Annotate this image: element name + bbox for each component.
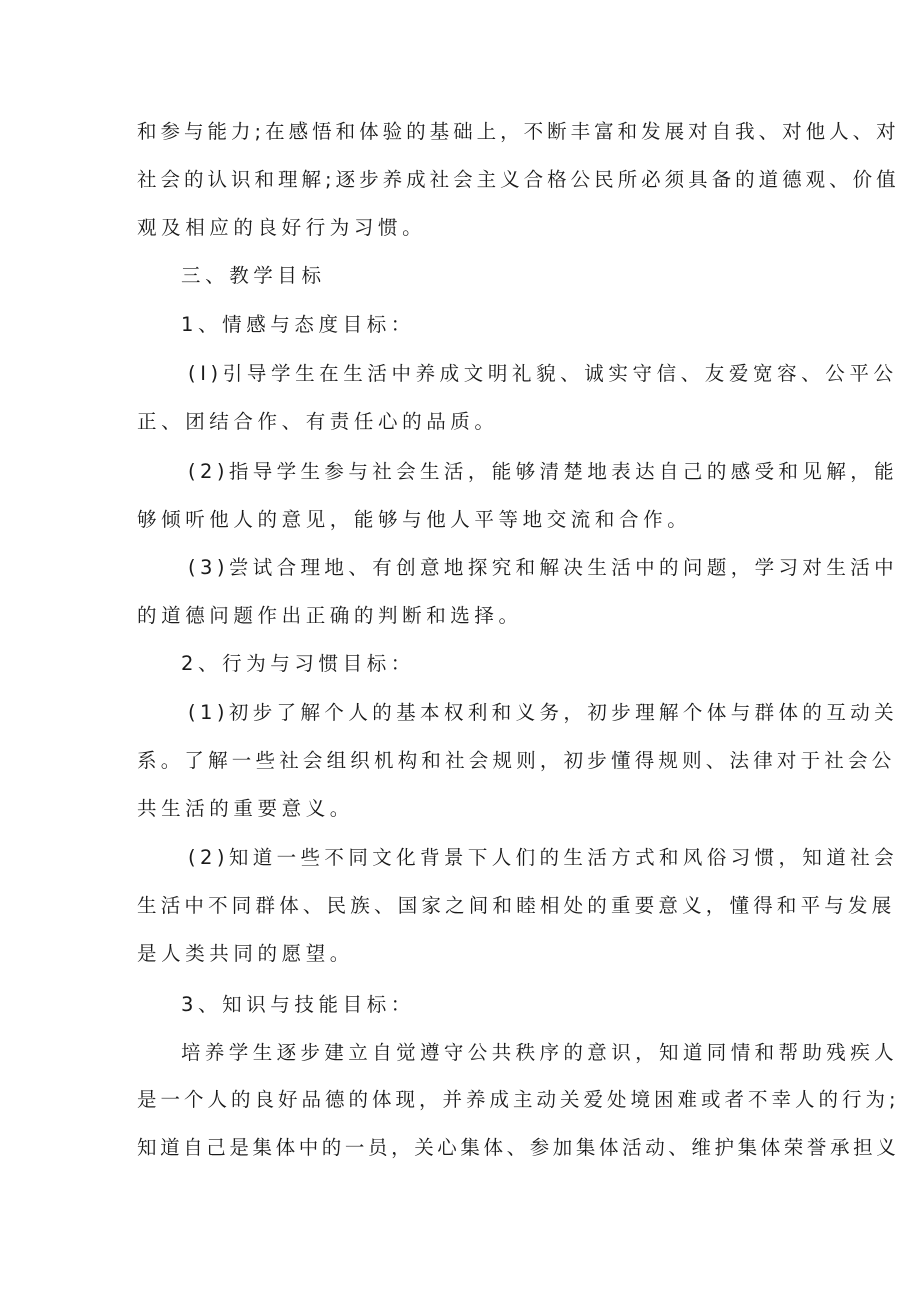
section-heading: 三、教学目标 [181,264,326,287]
text-line: (1)初步了解个人的基本权利和义务，初步理解个体与群体的互动关 [188,701,899,724]
text-line: 社会的认识和理解;逐步养成社会主义合格公民所必须具备的道德观、价值 [137,168,900,191]
subsection-heading: 1、情感与态度目标： [181,313,415,336]
text-line: (2)知道一些不同文化背景下人们的生活方式和风俗习惯，知道社会 [188,846,899,869]
text-line: 够倾听他人的意见，能够与他人平等地交流和合作。 [137,508,692,531]
text-line: 生活中不同群体、民族、国家之间和睦相处的重要意义，懂得和平与发展 [137,894,896,917]
text-line: 是人类共同的愿望。 [137,942,354,965]
text-line: 培养学生逐步建立自觉遵守公共秩序的意识，知道同情和帮助残疾人 [181,1041,899,1064]
text-line: 的道德问题作出正确的判断和选择。 [137,604,523,627]
text-line: (2)指导学生参与社会生活，能够清楚地表达自己的感受和见解，能 [188,460,899,483]
text-line: 和参与能力;在感悟和体验的基础上，不断丰富和发展对自我、对他人、对 [137,120,900,143]
text-line: 共生活的重要意义。 [137,797,354,820]
text-line: 是一个人的良好品德的体现，并养成主动关爱处境困难或者不幸人的行为; [137,1088,900,1111]
text-line: 系。了解一些社会组织机构和社会规则，初步懂得规则、法律对于社会公 [137,749,896,772]
text-line: 观及相应的良好行为习惯。 [137,216,427,239]
text-line: (3)尝试合理地、有创意地探究和解决生活中的问题，学习对生活中 [188,556,899,579]
text-line: (I)引导学生在生活中养成文明礼貌、诚实守信、友爱宽容、公平公 [188,362,898,385]
subsection-heading: 2、行为与习惯目标： [181,652,415,675]
text-line: 知道自己是集体中的一员，关心集体、参加集体活动、维护集体荣誉承担义 [137,1136,900,1159]
text-line: 正、团结合作、有责任心的品质。 [137,410,499,433]
subsection-heading: 3、知识与技能目标： [181,993,415,1016]
